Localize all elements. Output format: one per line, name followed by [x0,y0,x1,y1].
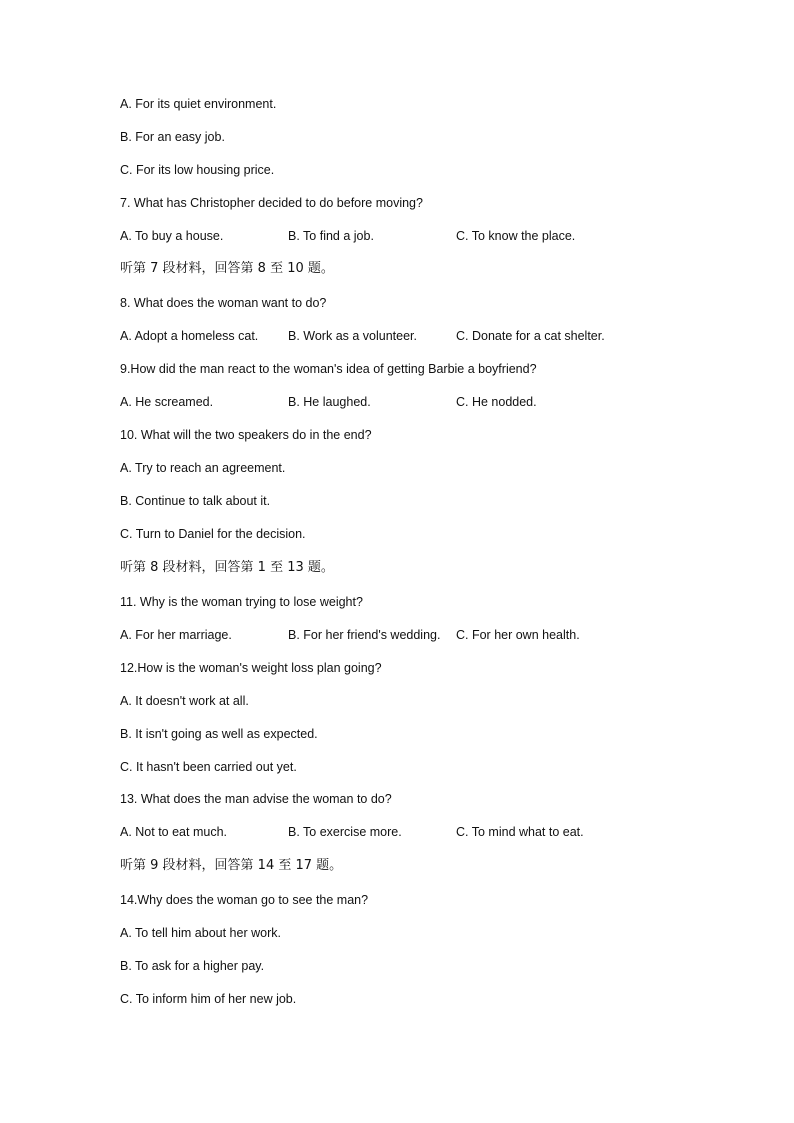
section-heading-8: 听第 8 段材料，回答第 1 至 13 题。 [120,560,334,575]
option-q10-a: A. Try to reach an agreement. [120,461,286,475]
option-q12-a: A. It doesn't work at all. [120,694,249,708]
option-q9-a: A. He screamed. [120,395,214,409]
option-q10-c: C. Turn to Daniel for the decision. [120,527,306,541]
section-heading-9: 听第 9 段材料，回答第 14 至 17 题。 [120,858,343,873]
option-q8-c: C. Donate for a cat shelter. [456,329,605,343]
option-q6-b: B. For an easy job. [120,130,225,144]
question-10: 10. What will the two speakers do in the end? [120,428,372,442]
option-q14-c: C. To inform him of her new job. [120,992,297,1006]
option-q11-c: C. For her own health. [456,628,580,642]
question-13: 13. What does the man advise the woman to do? [120,792,392,806]
option-q8-b: B. Work as a volunteer. [288,329,417,343]
option-q8-a: A. Adopt a homeless cat. [120,329,259,343]
question-14: 14.Why does the woman go to see the man? [120,893,369,907]
option-q9-b: B. He laughed. [288,395,371,409]
question-8: 8. What does the woman want to do? [120,296,327,310]
option-q7-a: A. To buy a house. [120,229,224,243]
option-q6-c: C. For its low housing price. [120,163,275,177]
question-11: 11. Why is the woman trying to lose weight? [120,595,363,609]
option-q10-b: B. Continue to talk about it. [120,494,271,508]
option-q7-b: B. To find a job. [288,229,374,243]
option-q13-c: C. To mind what to eat. [456,825,584,839]
option-q14-a: A. To tell him about her work. [120,926,281,940]
option-q11-b: B. For her friend's wedding. [288,628,441,642]
option-q12-b: B. It isn't going as well as expected. [120,727,318,741]
question-9: 9.How did the man react to the woman's idea of getting Barbie a boyfriend? [120,362,537,376]
option-q14-b: B. To ask for a higher pay. [120,959,265,973]
option-q13-a: A. Not to eat much. [120,825,227,839]
option-q9-c: C. He nodded. [456,395,537,409]
option-q12-c: C. It hasn't been carried out yet. [120,760,297,774]
section-heading-7: 听第 7 段材料，回答第 8 至 10 题。 [120,261,334,276]
option-q7-c: C. To know the place. [456,229,576,243]
option-q11-a: A. For her marriage. [120,628,232,642]
option-q13-b: B. To exercise more. [288,825,402,839]
question-12: 12.How is the woman's weight loss plan going? [120,661,382,675]
question-7: 7. What has Christopher decided to do before moving? [120,196,423,210]
option-q6-a: A. For its quiet environment. [120,97,277,111]
